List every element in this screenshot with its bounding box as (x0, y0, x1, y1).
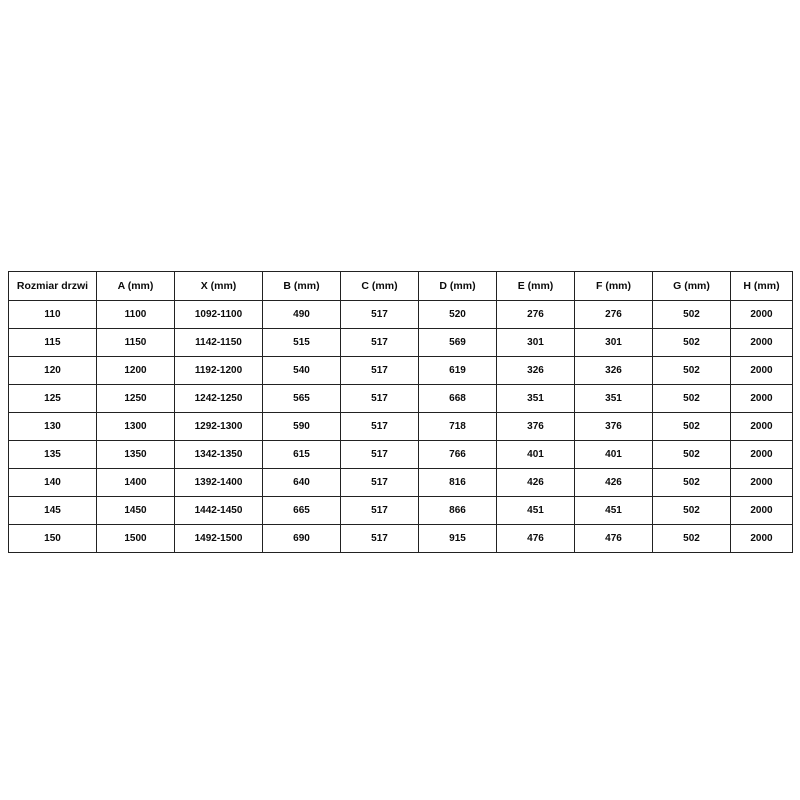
cell-size: 140 (9, 469, 97, 497)
table-row (9, 497, 793, 525)
column-header-d: D (mm) (419, 272, 497, 301)
cell-h: 2000 (731, 441, 793, 469)
table-row (9, 441, 793, 469)
table-row (9, 301, 793, 329)
door-size-spec-table (8, 271, 793, 553)
table-row (9, 357, 793, 385)
cell-x: 1492-1500 (175, 525, 263, 553)
cell-c: 517 (341, 525, 419, 553)
cell-b: 565 (263, 385, 341, 413)
cell-e: 276 (497, 301, 575, 329)
cell-size: 110 (9, 301, 97, 329)
cell-c: 517 (341, 441, 419, 469)
cell-x: 1342-1350 (175, 441, 263, 469)
cell-a: 1150 (97, 329, 175, 357)
table-row (9, 525, 793, 553)
table-row (9, 385, 793, 413)
cell-c: 517 (341, 357, 419, 385)
cell-a: 1500 (97, 525, 175, 553)
cell-f: 351 (575, 385, 653, 413)
cell-g: 502 (653, 329, 731, 357)
cell-e: 326 (497, 357, 575, 385)
cell-x: 1142-1150 (175, 329, 263, 357)
cell-b: 590 (263, 413, 341, 441)
column-header-h: H (mm) (731, 272, 793, 301)
cell-size: 150 (9, 525, 97, 553)
cell-b: 665 (263, 497, 341, 525)
column-header-c: C (mm) (341, 272, 419, 301)
cell-h: 2000 (731, 497, 793, 525)
cell-h: 2000 (731, 525, 793, 553)
cell-f: 476 (575, 525, 653, 553)
column-header-x: X (mm) (175, 272, 263, 301)
cell-x: 1242-1250 (175, 385, 263, 413)
cell-f: 376 (575, 413, 653, 441)
cell-b: 690 (263, 525, 341, 553)
cell-d: 718 (419, 413, 497, 441)
cell-size: 130 (9, 413, 97, 441)
cell-f: 426 (575, 469, 653, 497)
cell-a: 1250 (97, 385, 175, 413)
cell-f: 301 (575, 329, 653, 357)
cell-x: 1392-1400 (175, 469, 263, 497)
column-header-f: F (mm) (575, 272, 653, 301)
table-header (9, 272, 793, 301)
cell-d: 866 (419, 497, 497, 525)
column-header-b: B (mm) (263, 272, 341, 301)
cell-e: 451 (497, 497, 575, 525)
spec-table-container (8, 271, 792, 553)
cell-h: 2000 (731, 301, 793, 329)
cell-a: 1100 (97, 301, 175, 329)
cell-d: 816 (419, 469, 497, 497)
cell-f: 276 (575, 301, 653, 329)
column-header-a: A (mm) (97, 272, 175, 301)
cell-b: 640 (263, 469, 341, 497)
table-row (9, 469, 793, 497)
column-header-g: G (mm) (653, 272, 731, 301)
cell-f: 401 (575, 441, 653, 469)
cell-x: 1192-1200 (175, 357, 263, 385)
cell-a: 1350 (97, 441, 175, 469)
cell-h: 2000 (731, 469, 793, 497)
cell-e: 401 (497, 441, 575, 469)
cell-e: 476 (497, 525, 575, 553)
cell-b: 490 (263, 301, 341, 329)
cell-e: 301 (497, 329, 575, 357)
cell-c: 517 (341, 413, 419, 441)
cell-g: 502 (653, 525, 731, 553)
cell-g: 502 (653, 301, 731, 329)
table-row (9, 329, 793, 357)
cell-h: 2000 (731, 385, 793, 413)
cell-x: 1442-1450 (175, 497, 263, 525)
cell-x: 1292-1300 (175, 413, 263, 441)
cell-g: 502 (653, 385, 731, 413)
cell-f: 451 (575, 497, 653, 525)
cell-e: 426 (497, 469, 575, 497)
cell-g: 502 (653, 441, 731, 469)
table-body (9, 301, 793, 553)
cell-g: 502 (653, 357, 731, 385)
cell-d: 569 (419, 329, 497, 357)
cell-size: 120 (9, 357, 97, 385)
cell-a: 1400 (97, 469, 175, 497)
cell-g: 502 (653, 413, 731, 441)
cell-c: 517 (341, 469, 419, 497)
cell-c: 517 (341, 329, 419, 357)
cell-size: 145 (9, 497, 97, 525)
cell-e: 351 (497, 385, 575, 413)
column-header-e: E (mm) (497, 272, 575, 301)
cell-h: 2000 (731, 357, 793, 385)
cell-h: 2000 (731, 413, 793, 441)
cell-f: 326 (575, 357, 653, 385)
cell-g: 502 (653, 469, 731, 497)
cell-b: 540 (263, 357, 341, 385)
cell-c: 517 (341, 301, 419, 329)
cell-c: 517 (341, 497, 419, 525)
cell-size: 125 (9, 385, 97, 413)
cell-g: 502 (653, 497, 731, 525)
cell-x: 1092-1100 (175, 301, 263, 329)
cell-e: 376 (497, 413, 575, 441)
column-header-rozmiar-drzwi: Rozmiar drzwi (9, 272, 97, 301)
cell-a: 1450 (97, 497, 175, 525)
cell-size: 115 (9, 329, 97, 357)
cell-c: 517 (341, 385, 419, 413)
cell-h: 2000 (731, 329, 793, 357)
table-header-row (9, 272, 793, 301)
cell-d: 915 (419, 525, 497, 553)
cell-d: 668 (419, 385, 497, 413)
cell-d: 619 (419, 357, 497, 385)
cell-size: 135 (9, 441, 97, 469)
cell-d: 520 (419, 301, 497, 329)
table-row (9, 413, 793, 441)
cell-b: 515 (263, 329, 341, 357)
cell-d: 766 (419, 441, 497, 469)
cell-a: 1200 (97, 357, 175, 385)
cell-b: 615 (263, 441, 341, 469)
cell-a: 1300 (97, 413, 175, 441)
